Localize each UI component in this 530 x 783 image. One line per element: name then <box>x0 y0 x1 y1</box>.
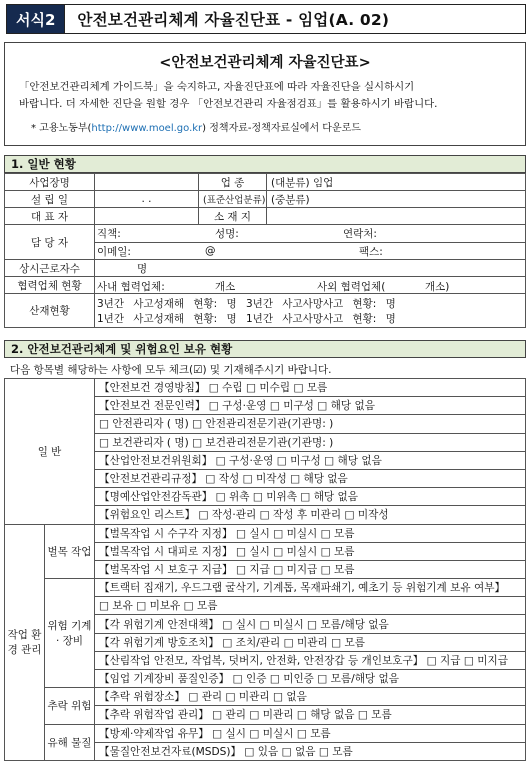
intro-box <box>4 42 526 146</box>
workplace-field[interactable] <box>95 174 199 191</box>
accidents-3yr: 3년간 사고성재해 현황: 명 3년간 사고사망사고 현황: 명 <box>97 297 396 310</box>
est-date-label: 설 립 일 <box>5 191 95 208</box>
group-check-row[interactable]: 【방제·약제작업 유무】 □ 실시 □ 미실시 □ 모름 <box>95 724 526 742</box>
group-label: 벌목 작업 <box>45 524 95 579</box>
moel-link[interactable]: http://www.moel.go.kr <box>91 123 203 134</box>
name-label: 성명: <box>215 228 239 240</box>
form-header <box>6 4 526 34</box>
group-check-row[interactable]: 【벌목작업 시 대피로 지정】 □ 실시 □ 미실시 □ 모름 <box>95 542 526 560</box>
note-suffix: ) 정책자료-정책자료실에서 다운로드 <box>202 123 361 134</box>
contact-label: 연락처: <box>343 228 377 240</box>
work-env-label: 작업 환경 관리 <box>5 524 45 760</box>
biz-type-label: 업 종 <box>199 174 267 191</box>
group-check-row[interactable]: 【벌목작업 시 보호구 지급】 □ 지급 □ 미지급 □ 모름 <box>95 560 526 578</box>
note-prefix: * 고용노동부( <box>31 123 92 134</box>
general-check-row[interactable]: 【안전보건관리규정】 □ 작성 □ 미작성 □ 해당 없음 <box>95 469 526 487</box>
address-label: 소 재 지 <box>199 208 267 225</box>
accidents-label: 산재현황 <box>5 294 95 328</box>
risk-checklist-table <box>4 378 526 761</box>
workplace-label: 사업장명 <box>5 174 95 191</box>
intro-paragraph <box>19 79 517 113</box>
intro-line-2: 바랍니다. 더 자세한 진단을 원할 경우 「안전보건관리 자율점검표」를 활용하시기 바랍니다. <box>19 98 438 110</box>
email-at: @ <box>205 245 216 257</box>
email-label: 이메일: <box>97 245 131 258</box>
inside-partner-label: 사내 협력업체: <box>97 281 165 293</box>
general-label: 일 반 <box>5 379 95 525</box>
form-title: 안전보건관리체계 자율진단표 - 임업(A. 02) <box>77 11 390 29</box>
group-label: 추락 위험 <box>45 688 95 724</box>
group-label: 위험 기계 · 장비 <box>45 579 95 688</box>
form-badge: 서식2 <box>7 5 65 33</box>
general-check-row[interactable]: 【안전보건 전문인력】 □ 구성·운영 □ 미구성 □ 해당 없음 <box>95 397 526 415</box>
partners-label: 협력업체 현황 <box>5 277 95 294</box>
biz-type-value[interactable]: (대분류) 임업 <box>267 174 526 191</box>
group-check-row[interactable]: 【추락 위험장소】 □ 관리 □ 미관리 □ 없음 <box>95 688 526 706</box>
group-label: 유해 물질 <box>45 724 95 760</box>
manager-fields <box>95 225 526 260</box>
intro-line-1: 「안전보건관리체계 가이드북」을 숙지하고, 자율진단표에 따라 자율진단을 실시하시기 <box>19 81 415 93</box>
est-date-field[interactable]: . . <box>95 191 199 208</box>
group-check-row[interactable]: □ 보유 □ 미보유 □ 모름 <box>95 597 526 615</box>
group-check-row[interactable]: 【추락 위험작업 관리】 □ 관리 □ 미관리 □ 해당 없음 □ 모름 <box>95 706 526 724</box>
general-check-row[interactable]: □ 보건관리자 ( 명) □ 보건관리전문기관(기관명: ) <box>95 433 526 451</box>
ceo-label: 대 표 자 <box>5 208 95 225</box>
group-check-row[interactable]: 【물질안전보건자료(MSDS)】 □ 있음 □ 없음 □ 모름 <box>95 742 526 760</box>
group-check-row[interactable]: 【각 위험기계 방호조치】 □ 조치/관리 □ 미관리 □ 모름 <box>95 633 526 651</box>
general-status-table <box>4 173 526 328</box>
group-check-row[interactable]: 【벌목작업 시 수구각 지정】 □ 실시 □ 미실시 □ 모름 <box>95 524 526 542</box>
intro-title: <안전보건관리체계 자율진단표> <box>159 55 371 71</box>
download-note <box>31 119 525 134</box>
group-check-row[interactable]: 【산림작업 안전모, 작업복, 덧버지, 안전화, 안전장갑 등 개인보호구】 □ 지급 □ 미지급 <box>95 651 526 669</box>
general-check-row[interactable]: 【산업안전보건위원회】 □ 구성·운영 □ 미구성 □ 해당 없음 <box>95 451 526 469</box>
section-2-title: 2. 안전보건관리체계 및 위험요인 보유 현황 <box>4 340 526 358</box>
general-check-row[interactable]: 【안전보건 경영방침】 □ 수립 □ 미수립 □ 모름 <box>95 379 526 397</box>
inside-partner-unit: 개소 <box>215 281 236 293</box>
general-check-row[interactable]: 【위험요인 리스트】 □ 작성·관리 □ 작성 후 미관리 □ 미작성 <box>95 506 526 524</box>
general-check-row[interactable]: □ 안전관리자 ( 명) □ 안전관리전문기관(기관명: ) <box>95 415 526 433</box>
checklist-instruction: 다음 항목별 해당하는 사항에 모두 체크(☑) 및 기재해주시기 바랍니다. <box>10 363 332 376</box>
group-check-row[interactable]: 【각 위험기계 안전대책】 □ 실시 □ 미실시 □ 모름/해당 없음 <box>95 615 526 633</box>
outside-partner-unit: 개소) <box>425 281 450 293</box>
general-check-row[interactable]: 【명예산업안전감독관】 □ 위촉 □ 미위촉 □ 해당 없음 <box>95 488 526 506</box>
position-label: 직책: <box>97 228 121 240</box>
accidents-fields[interactable] <box>95 294 526 328</box>
manager-label: 담 당 자 <box>5 225 95 260</box>
ceo-field[interactable] <box>95 208 199 225</box>
workers-label: 상시근로자수 <box>5 260 95 277</box>
group-check-row[interactable]: 【트랙터 집재기, 우드그랩 굴삭기, 기계톱, 목재파쇄기, 예초기 등 위험기계 보유 여부】 <box>95 579 526 597</box>
mid-class-field[interactable]: (중분류) <box>267 191 526 208</box>
address-field[interactable] <box>267 208 526 225</box>
industry-class-label: (표준산업분류) <box>199 191 267 208</box>
partners-fields <box>95 277 526 294</box>
workers-unit[interactable]: 명 <box>95 260 526 277</box>
section-1-title: 1. 일반 현황 <box>4 155 526 173</box>
group-check-row[interactable]: 【임업 기계장비 품질인증】 □ 인증 □ 미인증 □ 모름/해당 없음 <box>95 670 526 688</box>
outside-partner-label: 사외 협력업체( <box>317 281 386 293</box>
accidents-1yr: 1년간 사고성재해 현황: 명 1년간 사고사망사고 현황: 명 <box>97 312 396 325</box>
fax-label: 팩스: <box>359 245 383 258</box>
